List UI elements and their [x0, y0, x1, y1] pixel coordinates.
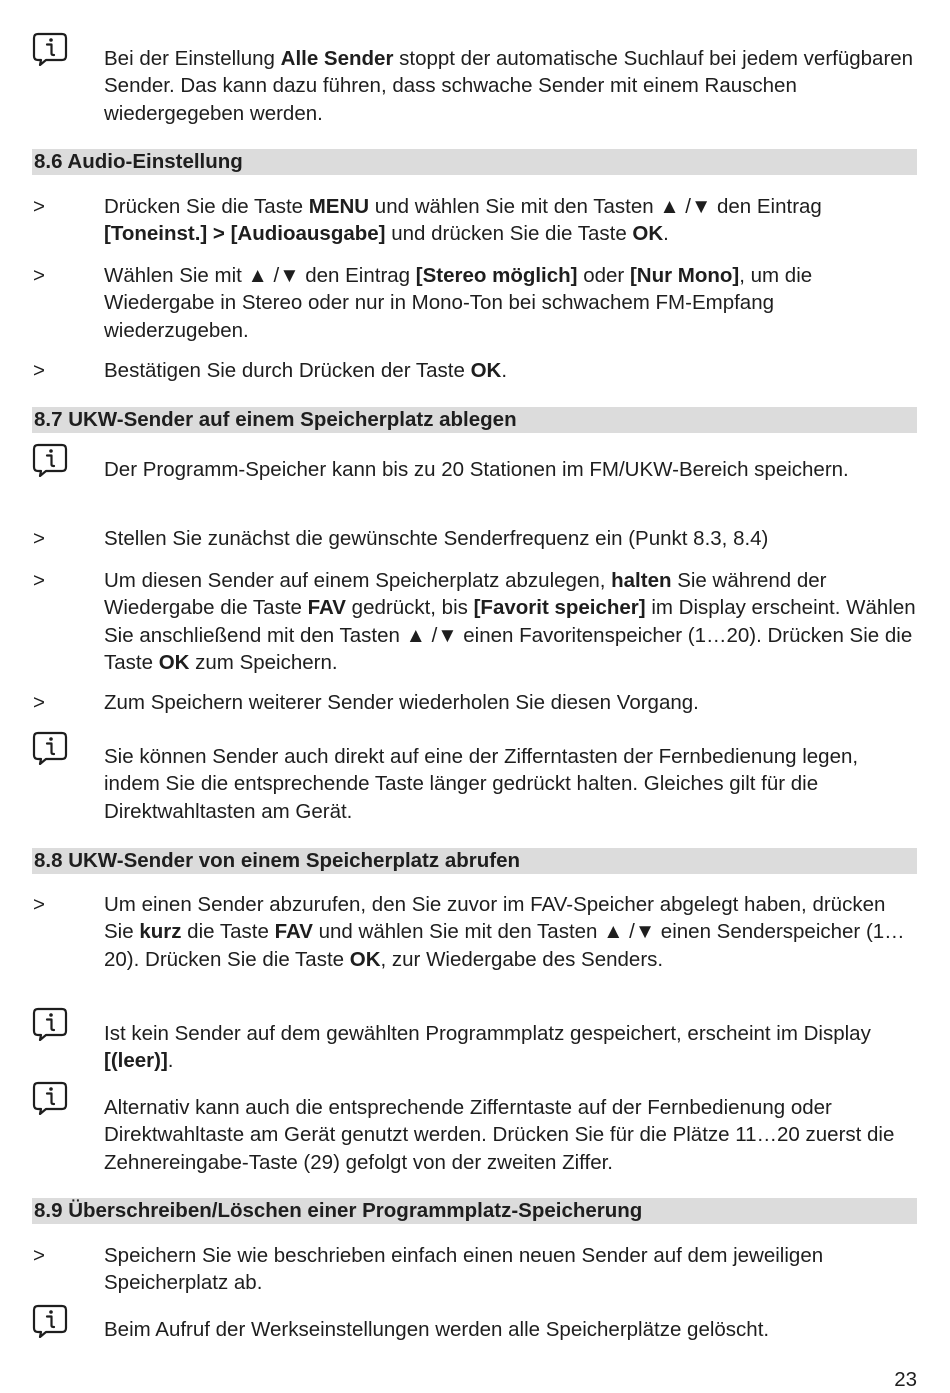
section-heading: 8.7 UKW-Sender auf einem Speicherplatz ablegen — [32, 407, 917, 433]
info-note: Sie können Sender auch direkt auf eine der Zifferntasten der Fernbedienung legen, indem Sie die entsprechende Taste länger gedrückt halten. Gleiches gilt für die Direktwahltasten am Gerät. — [104, 745, 859, 823]
step-marker: > — [33, 1244, 45, 1267]
step-text: Drücken Sie die Taste MENU und wählen Sie mit den Tasten ▲ /▼ den Eintrag [Toneinst.] > [Audioausgabe] und drücken Sie die Taste OK. — [104, 195, 822, 246]
info-icon — [32, 1081, 68, 1115]
step-marker: > — [33, 195, 45, 218]
info-note: Bei der Einstellung Alle Sender stoppt der automatische Suchlauf bei jedem verfügbaren Sender. Das kann dazu führen, dass schwache Sender mit einem Rauschen wiedergegeben werden. — [104, 47, 914, 125]
info-icon — [32, 731, 68, 765]
step-marker: > — [33, 359, 45, 382]
section-heading: 8.8 UKW-Sender von einem Speicherplatz abrufen — [32, 848, 917, 874]
step-marker: > — [33, 691, 45, 714]
info-note: Beim Aufruf der Werkseinstellungen werden alle Speicherplätze gelöscht. — [104, 1318, 770, 1341]
step-marker: > — [33, 264, 45, 287]
info-icon — [32, 443, 68, 477]
step-text: Bestätigen Sie durch Drücken der Taste OK. — [104, 359, 508, 382]
step-marker: > — [33, 527, 45, 550]
step-marker: > — [33, 893, 45, 916]
info-note: Ist kein Sender auf dem gewählten Programmplatz gespeichert, erscheint im Display [(leer)]. — [104, 1022, 871, 1073]
step-text: Zum Speichern weiterer Sender wiederholen Sie diesen Vorgang. — [104, 691, 699, 714]
page-number: 23 — [894, 1368, 917, 1391]
step-text: Stellen Sie zunächst die gewünschte Senderfrequenz ein (Punkt 8.3, 8.4) — [104, 527, 769, 550]
info-note: Der Programm-Speicher kann bis zu 20 Stationen im FM/UKW-Bereich speichern. — [104, 458, 849, 481]
step-marker: > — [33, 569, 45, 592]
section-heading: 8.6 Audio-Einstellung — [32, 149, 917, 175]
step-text: Speichern Sie wie beschrieben einfach einen neuen Sender auf dem jeweiligen Speicherplatz ab. — [104, 1244, 824, 1295]
info-icon — [32, 1304, 68, 1338]
info-icon — [32, 32, 68, 66]
step-text: Um einen Sender abzurufen, den Sie zuvor im FAV-Speicher abgelegt haben, drücken Sie kurz die Taste FAV und wählen Sie mit den Tasten ▲ /▼ einen Senderspeicher (1…20). Drücken Sie die Taste OK, zur Wiedergabe des Senders. — [104, 893, 905, 971]
step-text: Wählen Sie mit ▲ /▼ den Eintrag [Stereo möglich] oder [Nur Mono], um die Wiedergabe in Stereo oder nur in Mono-Ton bei schwachem FM-Empfang wiederzugeben. — [104, 264, 813, 342]
info-icon — [32, 1007, 68, 1041]
step-text: Um diesen Sender auf einem Speicherplatz abzulegen, halten Sie während der Wiedergabe die Taste FAV gedrückt, bis [Favorit speicher] im Display erscheint. Wählen Sie anschließend mit den Tasten ▲ /▼ einen Favoritenspeicher (1…20). Drücken Sie die Taste OK zum Speichern. — [104, 569, 916, 674]
info-note: Alternativ kann auch die entsprechende Zifferntaste auf der Fernbedienung oder Direktwahltaste am Gerät genutzt werden. Drücken Sie für die Plätze 11…20 zuerst die Zehnereingabe-Taste (29) gefolgt von der zweiten Ziffer. — [104, 1096, 895, 1174]
section-heading: 8.9 Überschreiben/Löschen einer Programmplatz-Speicherung — [32, 1198, 917, 1224]
